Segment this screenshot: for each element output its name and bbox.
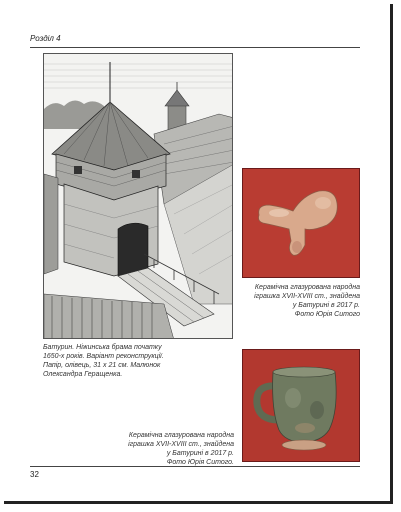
fortress-gate-drawing <box>43 53 233 339</box>
header-rule <box>30 47 360 48</box>
sketch-caption: Батурин. Ніжинська брама початку 1650-х років. Варіант реконструкції. Папір, олівець, 31 х 21 см. Малюнок Олександра Геращенка. <box>43 344 164 379</box>
page-number: 32 <box>30 470 39 479</box>
fortress-gate-drawing-icon <box>44 54 233 339</box>
ceramic-cup-toy-icon <box>243 350 360 462</box>
ceramic-cup-caption: Керамічна глазурована народна іграшка XVII-XVIII ст., знайдена у Батурині в 2017 р. Фото Юрія Ситого. <box>128 432 234 467</box>
ceramic-cup-photo <box>242 349 360 462</box>
ceramic-bird-toy-icon <box>243 169 360 278</box>
ceramic-bird-caption: Керамічна глазурована народна іграшка XVII-XVIII ст., знайдена у Батурині в 2017 р. Фото Юрія Ситого <box>254 284 360 319</box>
ceramic-bird-photo <box>242 168 360 278</box>
section-label: Розділ 4 <box>30 34 61 43</box>
footer-rule <box>30 466 360 467</box>
